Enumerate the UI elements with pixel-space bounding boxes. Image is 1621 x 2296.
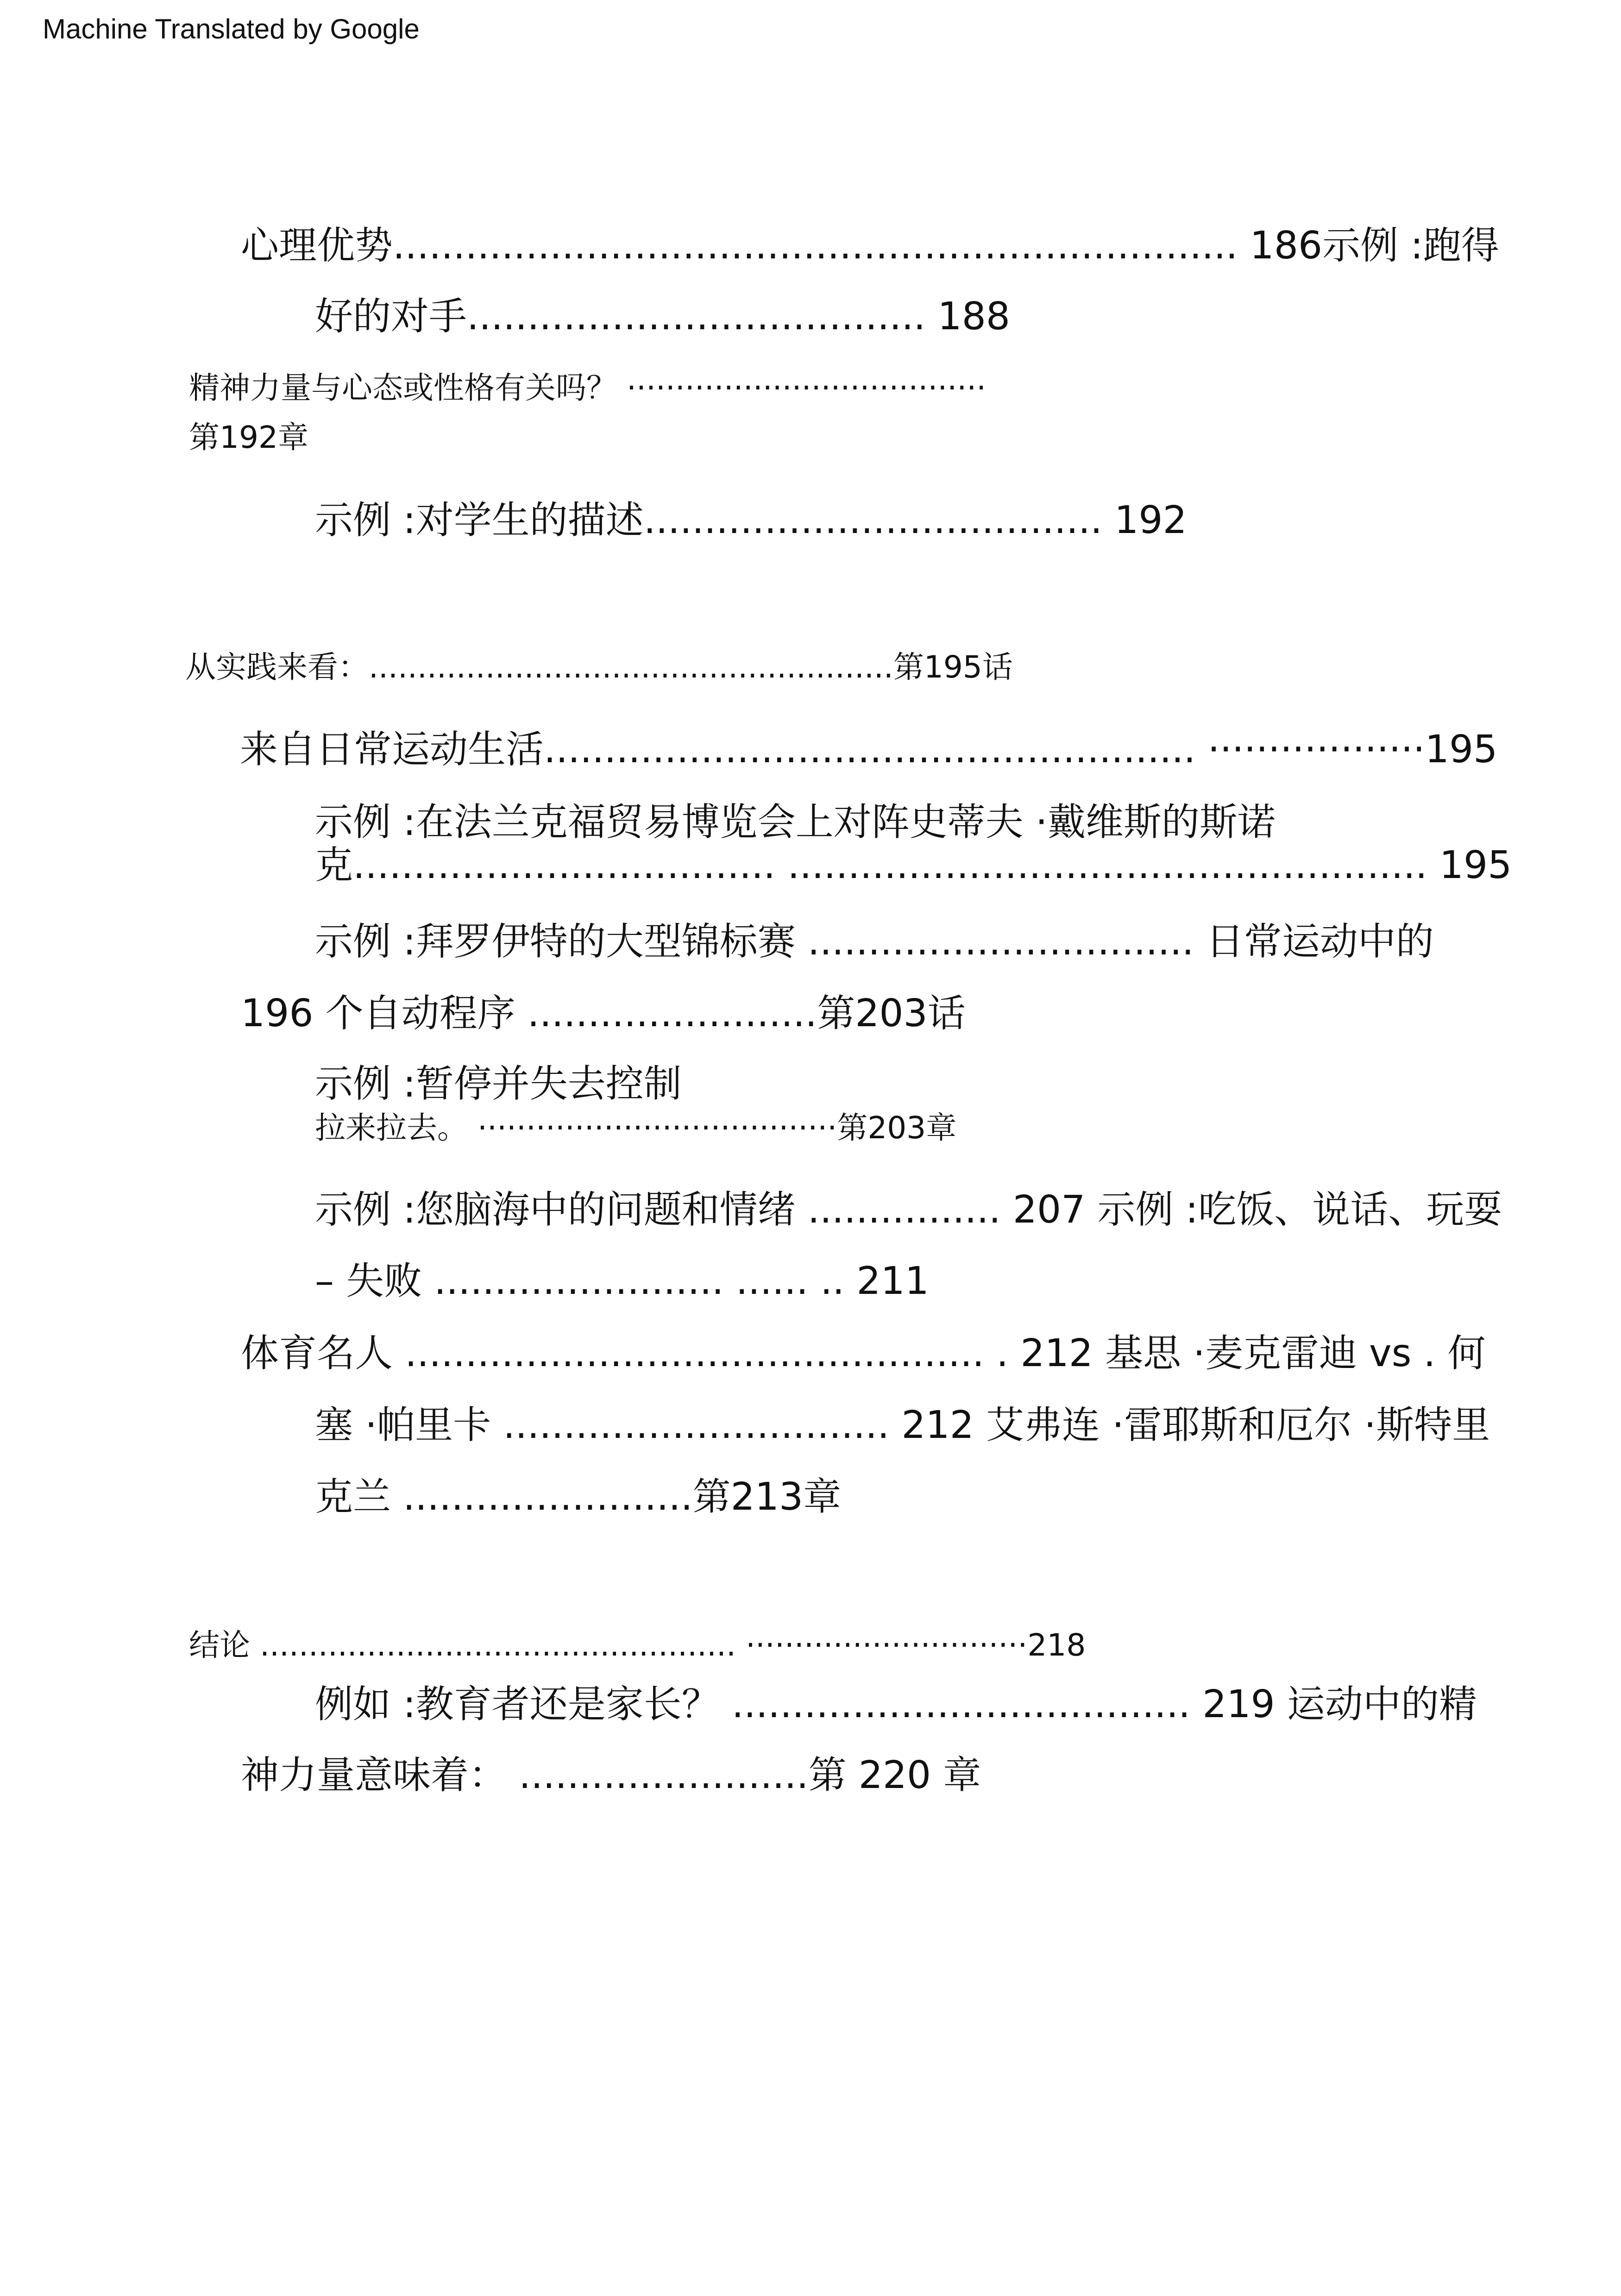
toc-entry: 心理优势...................................................................... 186示例 :跑得 [241, 224, 1499, 268]
machine-translation-watermark: Machine Translated by Google [43, 13, 420, 44]
toc-entry: 196 个自动程序 ........................第203话 [241, 991, 966, 1035]
toc-section-heading: 结论 ................................................. ·····························218 [189, 1627, 1086, 1663]
toc-entry: 克兰 ........................第213章 [315, 1475, 842, 1519]
toc-entry: 克................................... ..................................................... 195 [315, 843, 1512, 887]
toc-entry: 示例 :暂停并失去控制 [315, 1062, 682, 1106]
toc-entry: 来自日常运动生活...................................................... ··················195 [240, 728, 1498, 772]
toc-entry: 塞 ·帕里卡 ................................ 212 艾弗连 ·雷耶斯和厄尔 ·斯特里 [315, 1403, 1490, 1447]
toc-section-heading: 从实践来看：......................................................第195话 [185, 649, 1013, 685]
toc-entry: 拉来拉去。 ·····································第203章 [315, 1110, 957, 1146]
toc-entry: 精神力量与心态或性格有关吗？ ····································· [189, 370, 986, 406]
toc-entry: – 失败 ........................ ...... .. 211 [315, 1259, 929, 1303]
toc-entry: 神力量意味着： ........................第 220 章 [241, 1753, 981, 1797]
toc-entry: 例如 :教育者还是家长？ ...................................... 219 运动中的精 [315, 1682, 1477, 1726]
toc-entry: 好的对手...................................... 188 [315, 295, 1011, 339]
toc-entry: 示例 :在法兰克福贸易博览会上对阵史蒂夫 ·戴维斯的斯诺 [315, 800, 1275, 844]
toc-entry: 示例 :您脑海中的问题和情绪 ................ 207 示例 :吃饭、说话、玩耍 [315, 1188, 1502, 1232]
toc-entry: 示例 :对学生的描述...................................... 192 [315, 498, 1187, 542]
toc-entry: 示例 :拜罗伊特的大型锦标赛 ................................ 日常运动中的 [315, 920, 1434, 964]
toc-entry: 体育名人 ................................................ . 212 基思 ·麦克雷迪 vs . 何 [241, 1331, 1486, 1375]
toc-entry: 第192章 [189, 420, 308, 455]
